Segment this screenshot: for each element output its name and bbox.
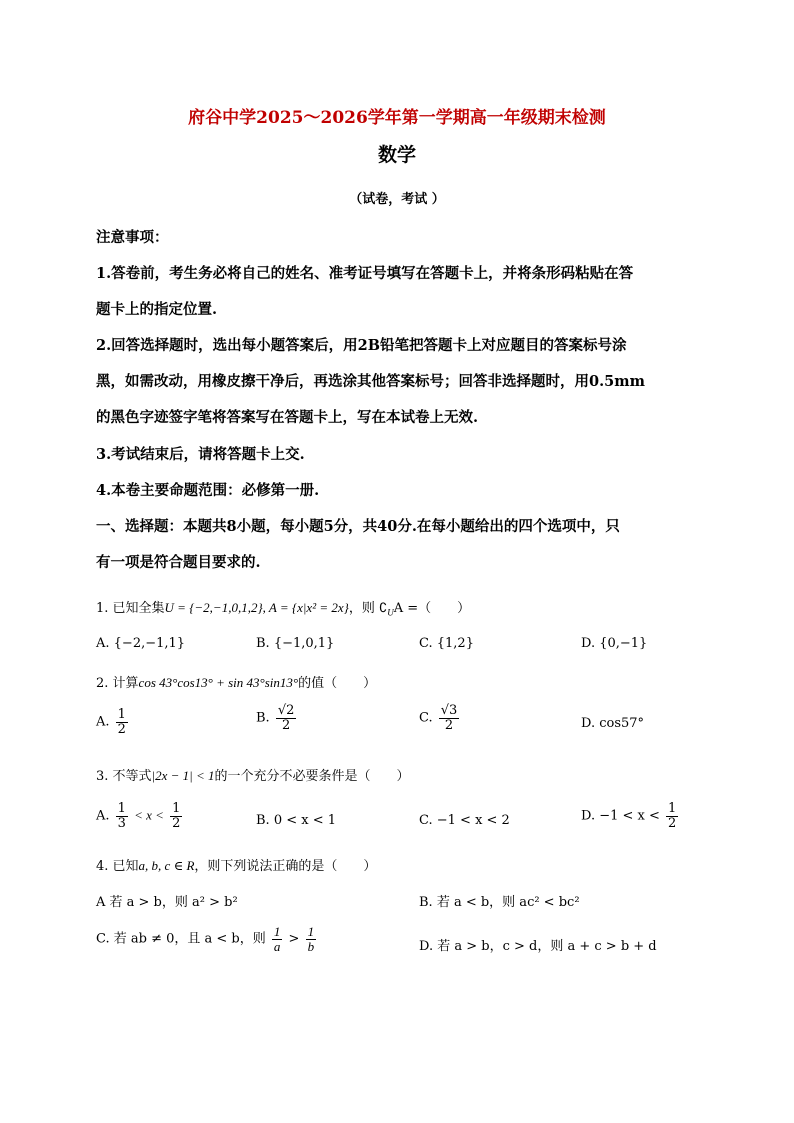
notice-line: 黑，如需改动，用橡皮擦干净后，再选涂其他答案标号；回答非选择题时，用0.5mm (96, 373, 645, 390)
question-text: 3. 不等式 (96, 769, 152, 784)
notice-heading: 注意事项： (96, 229, 169, 246)
option-a: A. {−2,−1,1} (96, 636, 186, 651)
option-a: A. $\frac{1}{2}$ (96, 707, 126, 737)
math-expression: a, b, c ∈ R (138, 858, 195, 873)
notice-line: 2.回答选择题时，选出每小题答案后，用2B铅笔把答题卡上对应题目的答案标号涂 (96, 337, 627, 354)
question-text: ，则 ∁ (348, 601, 388, 616)
question-text: 4. 已知 (96, 859, 139, 874)
option-b: B. 0 < x < 1 (256, 813, 337, 828)
question-text: 2. 计算 (96, 676, 139, 691)
option-b: B. $\frac{√2}{2}$ (256, 703, 295, 733)
option-c: C. 若 ab ≠ 0，且 a < b，则 $\frac{1}{a}$ > $\frac{1}{b}$ (96, 924, 315, 954)
subject-title: 数学 (377, 144, 416, 166)
question-text: A =（ ） (393, 601, 471, 616)
option-d: D. 若 a > b，c > d，则 a + c > b + d (419, 939, 657, 954)
option-a: A 若 a > b，则 a² > b² (96, 895, 238, 910)
notice-line: 题卡上的指定位置. (96, 301, 218, 318)
question-text: ，则下列说法正确的是（ ） (194, 859, 377, 874)
option-c: C. $\frac{√3}{2}$ (419, 703, 458, 733)
question-text: 的一个充分不必要条件是（ ） (214, 769, 410, 784)
question-2 (96, 672, 376, 691)
question-4 (96, 855, 376, 874)
notice-line: 的黑色字迹签字笔将答案写在答题卡上，写在本试卷上无效. (96, 409, 479, 426)
question-text: 的值（ ） (298, 676, 377, 691)
question-3 (96, 765, 410, 784)
option-c: C. −1 < x < 2 (419, 813, 510, 828)
notice-line: 1.答卷前，考生务必将自己的姓名、准考证号填写在答题卡上，并将条形码粘贴在答 (96, 265, 634, 282)
section-heading: 有一项是符合题目要求的. (96, 554, 261, 571)
math-expression: U = {−2,−1,0,1,2}, A = {x|x² = 2x} (164, 600, 349, 615)
option-a: A. $\frac{1}{3}$ < x < $\frac{1}{2}$ (96, 801, 181, 831)
math-expression: |2x − 1| < 1 (151, 768, 215, 783)
exam-title: 府谷中学2025～2026学年第一学期高一年级期末检测 (188, 108, 606, 128)
question-text: 1. 已知全集 (96, 601, 165, 616)
option-d: D. −1 < x < $\frac{1}{2}$ (581, 801, 677, 831)
exam-subnote: （试卷，考试 ） (349, 192, 445, 207)
option-d: D. {0,−1} (581, 636, 648, 651)
notice-line: 4.本卷主要命题范围：必修第一册. (96, 482, 320, 499)
option-d: D. cos57° (581, 716, 645, 731)
notice-line: 3.考试结束后，请将答题卡上交. (96, 446, 305, 463)
question-1: 1. 已知全集U = {−2,−1,0,1,2}, A = {x|x² = 2x}，则 $∁_UA$ =（ ） (96, 600, 471, 618)
section-heading: 一、选择题：本题共8小题，每小题5分，共40分.在每小题给出的四个选项中，只 (96, 518, 620, 535)
option-b: B. 若 a < b，则 ac² < bc² (419, 895, 580, 910)
option-b: B. {−1,0,1} (256, 636, 335, 651)
option-c: C. {1,2} (419, 636, 474, 651)
math-expression: cos 43°cos13° + sin 43°sin13° (138, 675, 299, 690)
